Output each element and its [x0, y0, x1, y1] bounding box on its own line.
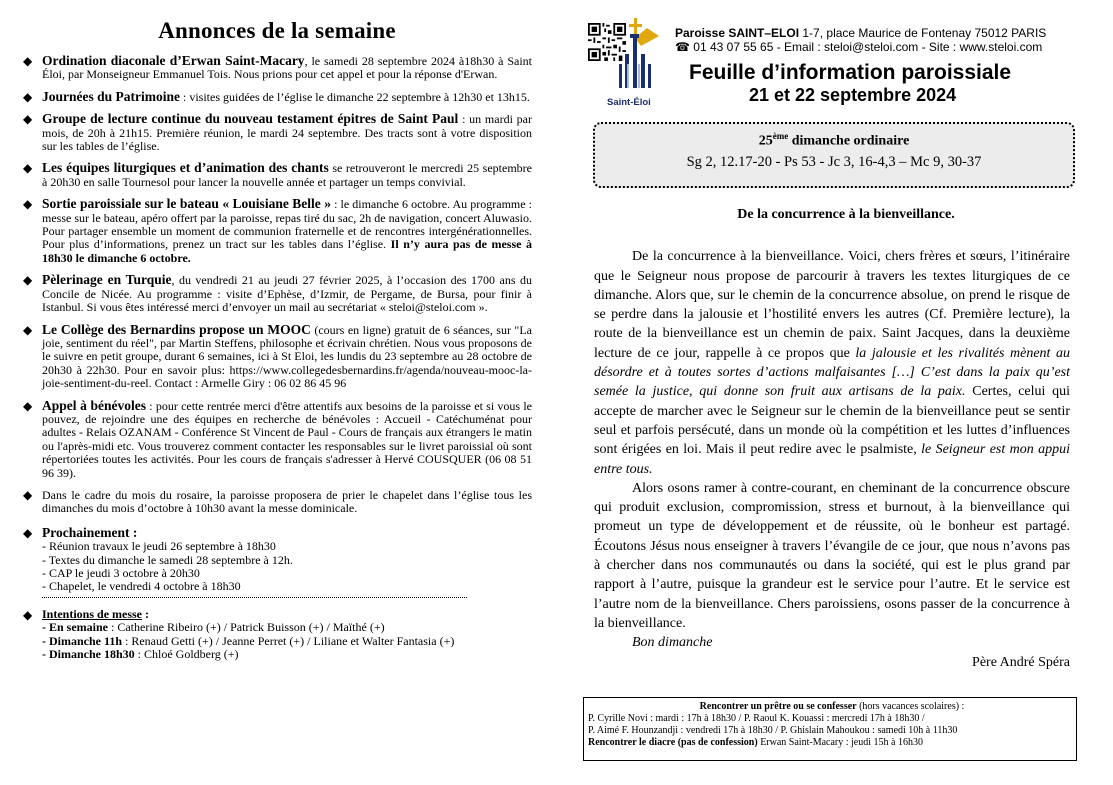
prochainement-list [42, 540, 532, 594]
announcement-item [22, 197, 532, 265]
parish-contact: ☎ 01 43 07 55 65 - Email : steloi@steloi.com - Site : www.steloi.com [675, 40, 1043, 54]
announcement-title: Sortie paroissiale sur le bateau « Louisiane Belle » [42, 196, 331, 212]
announcements-title: Annonces de la semaine [158, 18, 396, 43]
dotted-divider [42, 595, 467, 598]
liturgy-box [593, 122, 1075, 188]
diamond-bullet-icon: ◆ [23, 525, 33, 540]
intentions-title: Intentions de messe [42, 606, 143, 621]
diamond-bullet-icon: ◆ [23, 112, 33, 127]
confession-box [583, 697, 1077, 761]
phone-icon: ☎ [675, 40, 690, 54]
homily [594, 205, 1070, 672]
announcement-text: (cours en ligne) gratuit de 6 séances, sur "La joie, sentiment du réel", par Martin Steffens, philosophe et écrivain chrétien. Nous vous proposons de le suivre en petit groupe, durant 6 semaines, ici à St Eloi, les lundis du 23 septembre au 28 octobre de 20h30 à 22h30. Pour en savoir plus: https://www.collegedesbernardins.fr/agenda/nouveau-mooc-la-joie-sentiment-du-reel. Contact : Armelle Giry : 06 02 86 45 96 [42, 322, 532, 391]
announcement-item [22, 161, 532, 189]
announcement-text: , du vendredi 21 au jeudi 27 février 2025, à l’occasion des 1700 ans du Concile de Nicée. Au programme : visite d’Ephèse, d’Izmir, de Pergame, de Bursa, pour finir à Istanbul. Si vous êtes intéressé merci d’envoyer un mail au secrétariat « steloi@steloi.com ». [42, 273, 532, 315]
announcement-title: Journées du Patrimoine [42, 88, 180, 104]
prochainement-item: - CAP le jeudi 3 octobre à 20h30 [42, 566, 200, 580]
deacon-line: Rencontrer le diacre (pas de confession) Erwan Saint-Macary : jeudi 15h à 16h30 [588, 737, 923, 748]
homily-signature: Père André Spéra [972, 654, 1070, 670]
diamond-bullet-icon: ◆ [23, 322, 33, 337]
announcement-item [22, 54, 532, 82]
announcement-text: : pour cette rentrée merci d'être attentifs aux besoins de la paroisse et si vous le pouvez, de rejoindre une des équipes en recherche de bénévoles : Accueil - Catéchuménat pour adultes - Relais OZANAM - Conférence St Vincent de Paul - Cours de français aux étrangers le matin ou l'après-midi etc. Vous trouverez comment contacter les responsables sur le livret paroissial où sont répertoriées toutes les activités. Pour les cours de français s'adresser à Hervé COUSQUER (06 08 51 96 39). [42, 398, 532, 480]
announcement-item [22, 399, 532, 480]
intentions-block: ◆ Intentions de messe : - En semaine : Catherine Ribeiro (+) / Patrick Buisson (+) / Maïthé (+) - Dimanche 11h : Renaud Getti (+) / Jeanne Perret (+) / Liliane et Walter Fantasia (+) - Dimanche 18h30 : Chloé Goldberg (+) [22, 608, 532, 662]
announcement-text: se retrouveront le mercredi 25 septembre à 20h30 en salle Tournesol pour lancer la nouvelle année et partager un temps convivial. [42, 161, 532, 189]
announcement-title: Ordination diaconale d’Erwan Saint-Macary [42, 53, 305, 68]
intention-line: - Dimanche 11h : Renaud Getti (+) / Jeanne Perret (+) / Liliane et Walter Fantasia (+) [42, 633, 455, 648]
prochainement-title: Prochainement : [42, 524, 138, 540]
diamond-bullet-icon: ◆ [23, 197, 33, 212]
diamond-bullet-icon: ◆ [23, 161, 33, 176]
announcement-text: : un mardi par mois, de 20h à 21h15. Première réunion, le mardi 24 septembre. Des tracts sont à votre disposition sur les tables de l’église. [42, 112, 532, 154]
announcement-text: , le samedi 28 septembre 2024 à18h30 à Saint Éloi, par Monseigneur Emmanuel Tois. Nous prions pour cet appel et pour la réponse d'Erwan. [42, 54, 532, 82]
homily-title: De la concurrence à la bienveillance. [737, 207, 955, 222]
intention-line: - En semaine : Catherine Ribeiro (+) / Patrick Buisson (+) / Maïthé (+) [42, 620, 385, 635]
diamond-bullet-icon: ◆ [23, 398, 33, 413]
diamond-bullet-icon: ◆ [23, 607, 33, 622]
announcement-item [22, 273, 532, 314]
announcement-text: : le dimanche 6 octobre. Au programme : messe sur le bateau, apéro offert par la paroisse, repas tiré du sac, 2h de navigation, concert Aluwasio. Pour partager ensemble un moment de communion fraternelle et de rencontres intergénérationnelles. Pour plus d’informations, prenez un tract sur les tables dans l’église. [42, 197, 532, 252]
prochainement-item: - Chapelet, le vendredi 4 octobre à 18h30 [42, 579, 241, 594]
liturgy-readings: Sg 2, 12.17-20 - Ps 53 - Jc 3, 16-4,3 – Mc 9, 30-37 [686, 153, 982, 170]
confession-line: P. Aimé F. Hounzandji : vendredi 17h à 18h30 / P. Ghislain Mahoukou : samedi 10h à 11h30 [588, 725, 958, 736]
bulletin-title: Feuille d’information paroissiale [689, 61, 1012, 84]
intentions-list [42, 621, 532, 661]
announcement-title: Appel à bénévoles [42, 397, 146, 413]
parish-header [585, 16, 1105, 116]
parish-address: Paroisse SAINT–ELOI 1-7, place Maurice de Fontenay 75012 PARIS [675, 26, 1047, 40]
announcement-item [22, 90, 532, 104]
logo-label: Saint-Éloi [607, 97, 651, 108]
announcement-text: Dans le cadre du mois du rosaire, la paroisse proposera de prier le chapelet dans l’église tous les dimanches du mois d’octobre à 10h30 avant la messe dominicale. [42, 487, 532, 516]
homily-closing: Bon dimanche [632, 635, 713, 651]
saint-eloi-logo-icon [603, 16, 663, 88]
diamond-bullet-icon: ◆ [23, 54, 33, 68]
announcements-column [22, 18, 532, 669]
announcement-text: : visites guidées de l’église le dimanche 22 septembre à 12h30 et 13h15. [180, 89, 530, 104]
announcement-item [22, 112, 532, 153]
bulletin-dates: 21 et 22 septembre 2024 [749, 85, 957, 105]
homily-paragraph: De la concurrence à la bienveillance. Voici, chers frères et sœurs, l’itinéraire que le Seigneur nous propose de parcourir à travers les textes liturgiques de ce dimanche. Alors que, sur le chemin de la concurrence absolue, on prend le risque de se perdre dans la jalousie et l’hostilité envers les autres (Cf. Première lecture), la route de la bienveillance est un chemin de paix. Saint Jacques, dans la deuxième lecture de ce jour, rappelle à ce propos que la jalousie et les rivalités mènent au désordre et à toutes sortes d’actions malfaisantes […] C’est dans la paix qu’est semée la justice, qui donne son fruit aux artisans de la paix. Certes, celui qui accepte de marcher avec le Seigneur sur le chemin de la bienveillance peut se sentir seul et parfois persécuté, dans un monde où la compétition et les luttes d’influences sont érigées en loi. Mais il peut redire avec le psalmiste, le Seigneur est mon appui entre tous. [594, 249, 1071, 477]
intention-line: - Dimanche 18h30 : Chloé Goldberg (+) [42, 647, 239, 662]
announcement-title: Le Collège des Bernardins propose un MOOC [42, 321, 311, 337]
announcement-title: Groupe de lecture continue du nouveau testament épitres de Saint Paul [42, 111, 459, 127]
announcements-list [22, 54, 532, 516]
announcement-item [22, 323, 532, 391]
announcement-title: Les équipes liturgiques et d’animation des chants [42, 160, 329, 176]
prochainement-item: - Textes du dimanche le samedi 28 septembre à 12h. [42, 552, 293, 567]
prochainement-item: - Réunion travaux le jeudi 26 septembre à 18h30 [42, 539, 276, 554]
homily-paragraph: Alors osons ramer à contre-courant, en cheminant de la concurrence obscure qui produit exclusion, compromission, stress et burnout, à la bienveillance qui promeut un type de développement et de réussite, où le bonheur est partagé. Écoutons Jésus nous enseigner à travers l’évangile de ce jour, que nous n’avons pas à chercher dans nos communautés ou dans la société, qui est le plus grand par rapport à l’autre, puisque la grandeur est le service pour l’autre. Et le service est l’autre nom de la bienveillance. Chers paroissiens, osons passer de la concurrence à la bienveillance. [594, 480, 1070, 631]
announcement-note: Il n’y aura pas de messe à 18h30 le dimanche 6 octobre. [42, 237, 532, 265]
announcement-title: Pèlerinage en Turquie [42, 272, 172, 288]
diamond-bullet-icon: ◆ [23, 89, 33, 104]
diamond-bullet-icon: ◆ [23, 273, 33, 288]
diamond-bullet-icon: ◆ [23, 487, 33, 502]
prochainement-block [22, 526, 532, 598]
confession-heading: Rencontrer un prêtre ou se confesser (hors vacances scolaires) : [699, 701, 965, 712]
confession-line: P. Cyrille Novi : mardi : 17h à 18h30 / P. Raoul K. Kouassi : mercredi 17h à 18h30 / [588, 713, 925, 724]
liturgy-sunday: 25ème dimanche ordinaire [758, 131, 910, 149]
announcement-item [22, 488, 532, 516]
